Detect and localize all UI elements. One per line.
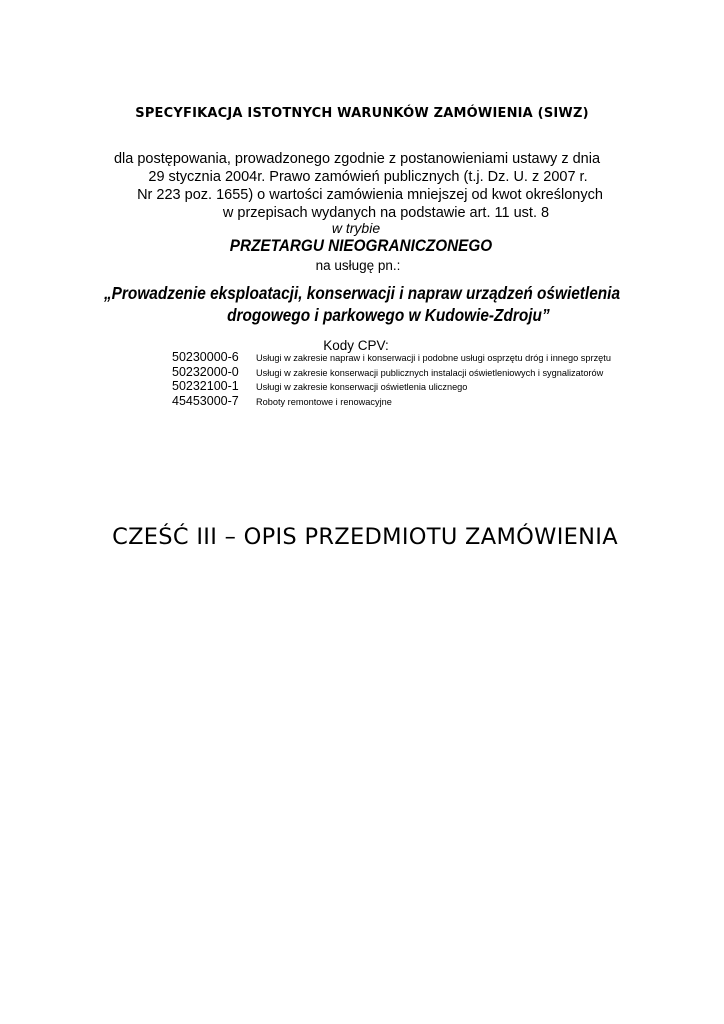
cpv-description: Roboty remontowe i renowacyjne — [256, 396, 392, 407]
legal-basis-line: w przepisach wydanych na podstawie art. 11 ust. 8 — [222, 205, 550, 221]
document-title: SPECYFIKACJA ISTOTNYCH WARUNKÓW ZAMÓWIENIA (SIWZ) — [135, 106, 589, 121]
part-heading: CZEŚĆ III – OPIS PRZEDMIOTU ZAMÓWIENIA — [112, 524, 618, 550]
cpv-row — [172, 350, 692, 365]
cpv-row — [172, 365, 692, 380]
legal-basis-paragraph — [0, 150, 724, 222]
cpv-row — [172, 394, 692, 409]
cpv-heading: Kody CPV: — [323, 338, 389, 353]
legal-basis-line: dla postępowania, prowadzonego zgodnie z postanowieniami ustawy z dnia — [113, 151, 601, 167]
cpv-code: 50230000-6 — [172, 350, 239, 364]
cpv-code: 50232100-1 — [172, 379, 239, 393]
procedure-mode-label: w trybie — [331, 220, 381, 236]
legal-basis-line: Nr 223 poz. 1655) o wartości zamówienia mniejszej od kwot określonych — [137, 187, 603, 203]
cpv-description: Usługi w zakresie napraw i konserwacji i podobne usługi osprzętu dróg i innego sprzętu — [256, 353, 611, 363]
service-label: na usługę pn.: — [315, 258, 401, 273]
cpv-code: 45453000-7 — [172, 393, 239, 408]
cpv-row — [172, 379, 692, 394]
cpv-code-list — [172, 350, 692, 408]
tender-type-heading: PRZETARGU NIEOGRANICZONEGO — [229, 236, 493, 255]
contract-subject — [43, 282, 680, 326]
contract-subject-line: „Prowadzenie eksploatacji, konserwacji i napraw urządzeń oświetlenia — [103, 283, 621, 303]
cpv-code: 50232000-0 — [172, 364, 239, 379]
contract-subject-line: drogowego i parkowego w Kudowie-Zdroju” — [227, 305, 550, 325]
cpv-description: Usługi w zakresie konserwacji oświetlenia ulicznego — [256, 382, 468, 392]
legal-basis-line: 29 stycznia 2004r. Prawo zamówień publicznych (t.j. Dz. U. z 2007 r. — [148, 169, 588, 185]
cpv-description: Usługi w zakresie konserwacji publicznych instalacji oświetleniowych i sygnalizatorów — [256, 367, 604, 378]
